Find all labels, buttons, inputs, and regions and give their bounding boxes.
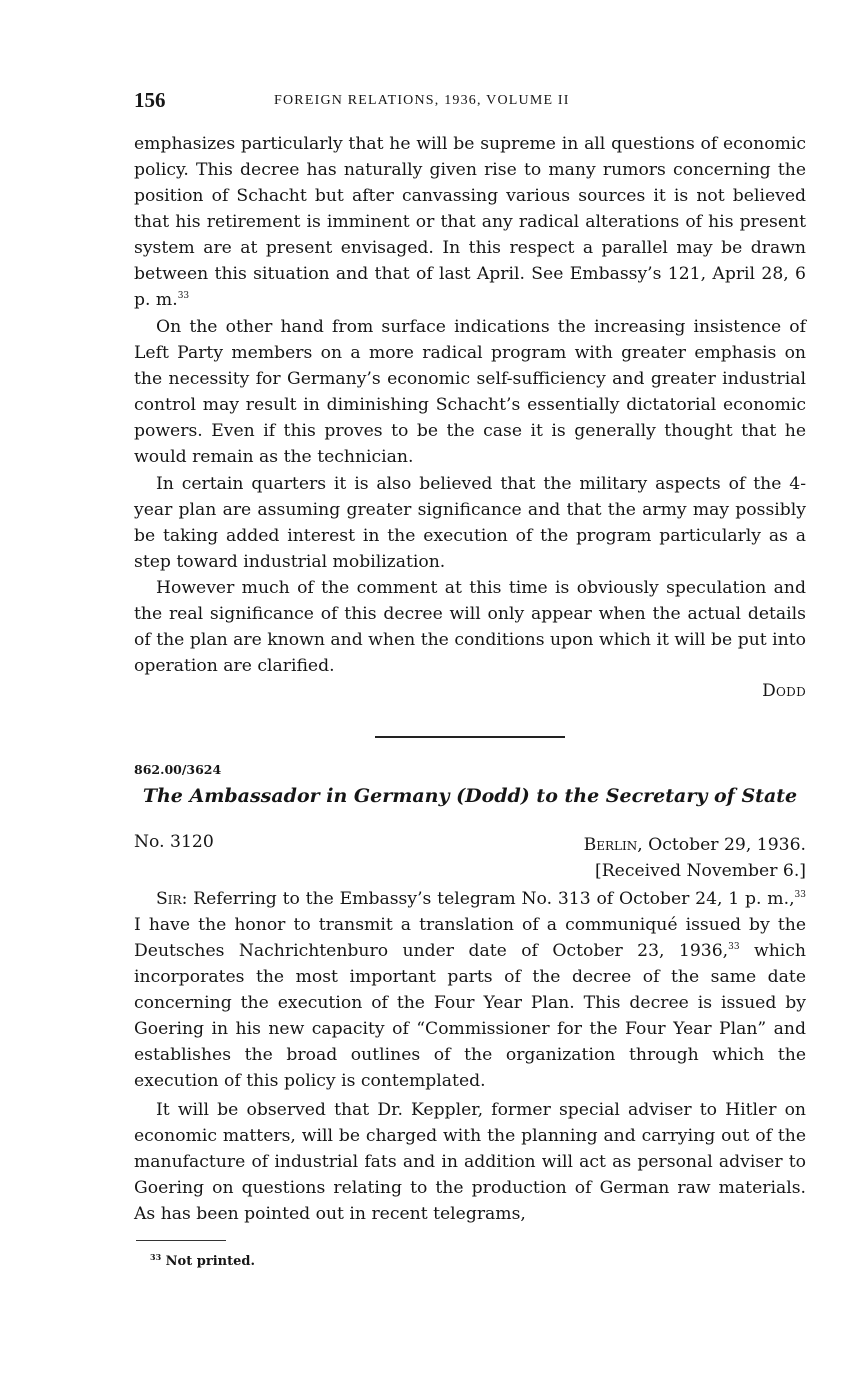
footnote-reference: 33 — [794, 890, 806, 900]
letter-paragraph: It will be observed that Dr. Keppler, former special adviser to Hitler on economic matters, will be charged with the planning and carrying out of the manufacture of industrial fats and in addition will act as personal adviser to Goering on questions relating to the production of German raw materials. As has been pointed out in recent telegrams, — [134, 1100, 806, 1224]
footnote — [150, 1254, 255, 1269]
dateline-date: , October 29, 1936. — [637, 835, 806, 855]
paragraph: On the other hand from surface indications the increasing insistence of Left Party members on a more radical program with greater emphasis on the necessity for Germany’s economic self-sufficiency and greater industrial control may result in diminishing Schacht’s essentially dictatorial economic powers. Even if this proves to be the case it is generally thought that he would remain as the technician. — [134, 317, 806, 467]
letter-paragraph — [134, 886, 806, 1094]
page-number: 156 — [134, 88, 166, 112]
paragraph-text: : Referring to the Embassy’s telegram No. 313 of October 24, 1 p. m., — [181, 889, 795, 909]
running-title: FOREIGN RELATIONS, 1936, VOLUME II — [274, 93, 570, 108]
file-number: 862.00/3624 — [134, 762, 222, 777]
running-head — [134, 88, 806, 116]
letter-number: No. 3120 — [134, 832, 214, 852]
paragraph: In certain quarters it is also believed that the military aspects of the 4-year plan are assuming greater significance and that the army may possibly be taking added interest in the execution of the program particularly as a step toward industrial mobilization. — [134, 474, 806, 572]
salutation: Sir — [156, 889, 182, 909]
paragraph-text: I have the honor to transmit a translation of a communiqué issued by the Deutsches Nachrichtenburo under date of October 23, 1936, — [134, 915, 806, 961]
dateline-city: Berlin — [583, 835, 638, 855]
footnote-reference: 33 — [177, 291, 190, 301]
document-title: The Ambassador in Germany (Dodd) to the Secretary of State — [142, 785, 798, 807]
footnote-divider — [136, 1240, 226, 1241]
dateline — [584, 832, 806, 884]
dateline-sent — [584, 832, 806, 858]
footnote-reference: 33 — [728, 942, 740, 952]
footnote-marker: 33 — [150, 1252, 162, 1262]
signature: Dodd — [762, 681, 806, 701]
footnote-text: Not printed. — [165, 1254, 255, 1269]
paragraph-text: which incorporates the most important parts of the decree of the same date concerning the execution of the Four Year Plan. This decree is issued by Goering in his new capacity of “Commissioner for the Four Year Plan” and establishes the broad outlines of the organization through which the execution of this policy is contemplated. — [134, 941, 807, 1091]
section-divider — [375, 736, 565, 738]
dateline-received: [Received November 6.] — [595, 861, 806, 881]
paragraph: However much of the comment at this time is obviously speculation and the real significance of this decree will only appear when the actual details of the plan are known and when the conditions upon which it will be put into operation are clarified. — [134, 578, 806, 676]
paragraph-text: emphasizes particularly that he will be supreme in all questions of economic policy. This decree has naturally given rise to many rumors concerning the position of Schacht but after canvassing various sources it is not believed that his retirement is imminent or that any radical alterations of his present system are at present envisaged. In this respect a parallel may be drawn between this situation and that of last April. See Embassy’s 121, April 28, 6 p. m. — [134, 134, 806, 310]
paragraph-continuation — [134, 131, 806, 313]
